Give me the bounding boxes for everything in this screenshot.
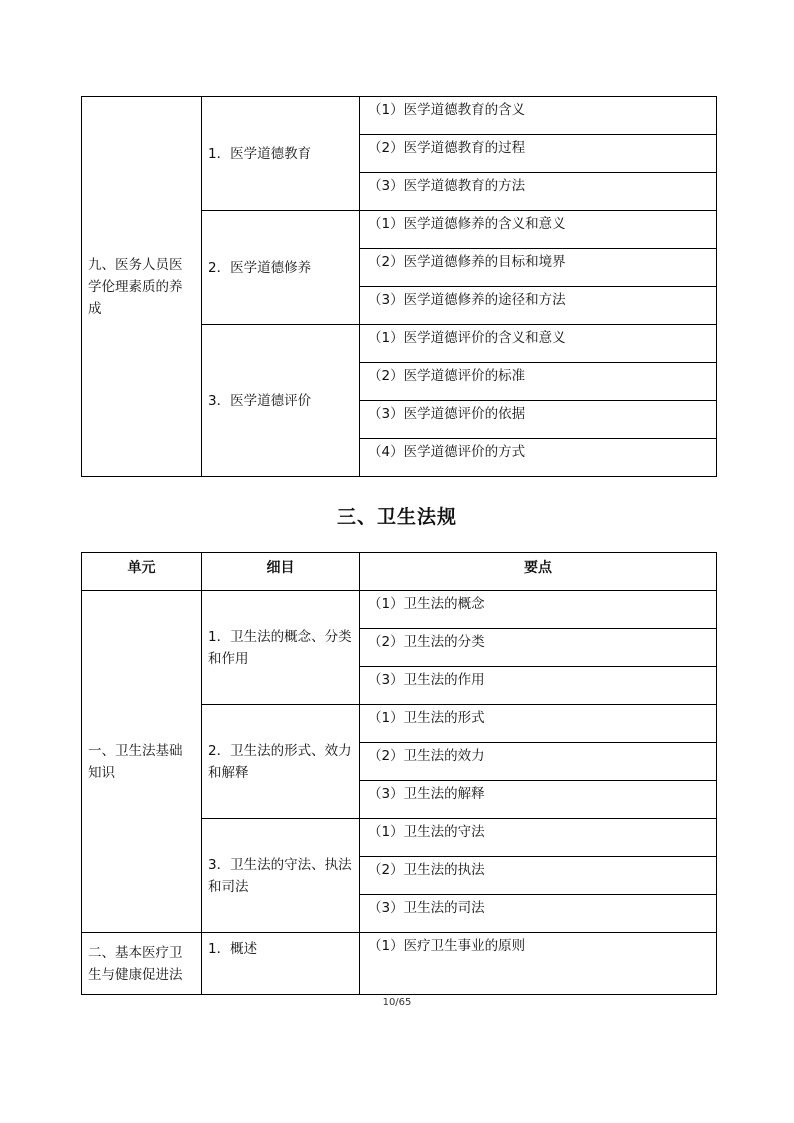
point-cell: （2）医学道德修养的目标和境界	[360, 249, 717, 287]
page-number: 10/65	[382, 997, 412, 1008]
point-cell: （3）医学道德教育的方法	[360, 173, 717, 211]
item-cell: 1．概述	[202, 933, 360, 995]
point-cell: （2）卫生法的分类	[360, 629, 717, 667]
health-law-table	[81, 552, 717, 995]
point-cell: （1）医学道德修养的含义和意义	[360, 211, 717, 249]
unit-cell: 一、卫生法基础知识	[82, 591, 202, 933]
point-cell: （3）卫生法的解释	[360, 781, 717, 819]
point-cell: （2）卫生法的执法	[360, 857, 717, 895]
item-cell: 3．卫生法的守法、执法和司法	[202, 819, 360, 933]
item-cell: 2．医学道德修养	[202, 211, 360, 325]
point-cell: （2）医学道德评价的标准	[360, 363, 717, 401]
point-cell: （1）卫生法的概念	[360, 591, 717, 629]
point-cell: （2）卫生法的效力	[360, 743, 717, 781]
point-cell: （1）卫生法的形式	[360, 705, 717, 743]
item-cell: 1．医学道德教育	[202, 97, 360, 211]
header-points: 要点	[360, 553, 717, 591]
point-cell: （1）医疗卫生事业的原则	[360, 933, 717, 995]
point-cell: （1）医学道德评价的含义和意义	[360, 325, 717, 363]
section-title: 三、卫生法规	[336, 506, 457, 528]
header-unit: 单元	[82, 553, 202, 591]
point-cell: （3）卫生法的作用	[360, 667, 717, 705]
point-cell: （3）医学道德评价的依据	[360, 401, 717, 439]
unit-cell: 二、基本医疗卫生与健康促进法	[82, 933, 202, 995]
point-cell: （1）卫生法的守法	[360, 819, 717, 857]
point-cell: （3）卫生法的司法	[360, 895, 717, 933]
header-item: 细目	[202, 553, 360, 591]
item-cell: 3．医学道德评价	[202, 325, 360, 477]
point-cell: （2）医学道德教育的过程	[360, 135, 717, 173]
unit-cell: 九、医务人员医学伦理素质的养成	[82, 97, 202, 477]
point-cell: （3）医学道德修养的途径和方法	[360, 287, 717, 325]
ethics-table-continued	[81, 96, 717, 477]
item-cell: 1．卫生法的概念、分类和作用	[202, 591, 360, 705]
item-cell: 2．卫生法的形式、效力和解释	[202, 705, 360, 819]
point-cell: （1）医学道德教育的含义	[360, 97, 717, 135]
point-cell: （4）医学道德评价的方式	[360, 439, 717, 477]
